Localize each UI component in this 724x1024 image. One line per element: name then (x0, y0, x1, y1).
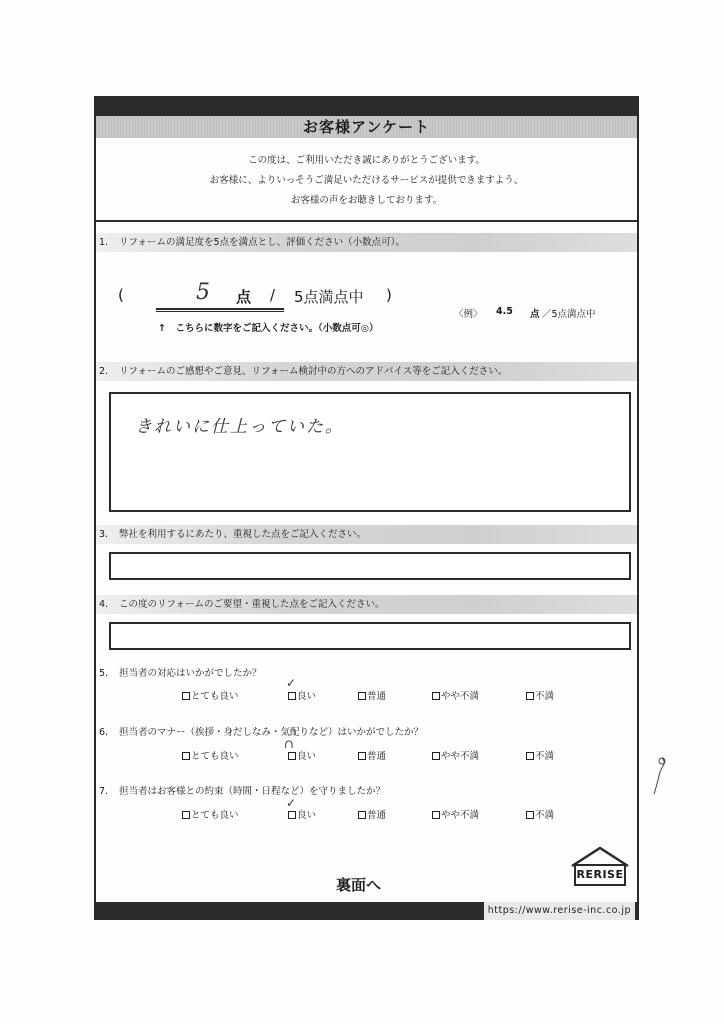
intro-line: お客様の声をお聴きしております。 (290, 195, 443, 206)
comment-box[interactable] (109, 392, 631, 512)
option-very-good[interactable] (182, 688, 239, 702)
option-good[interactable] (288, 688, 316, 702)
question-text: リフォームのご感想やご意見、リフォーム検討中の方へのアドバイス等をご記入ください。 (119, 366, 508, 377)
question-text: 弊社を利用するにあたり、重視した点をご記入ください。 (119, 529, 367, 540)
back-side-label: 裏面へ (336, 876, 382, 894)
option-label: 良い (297, 751, 317, 762)
option-dissatisfied[interactable] (526, 748, 554, 762)
website-url: https://www.rerise-inc.co.jp (484, 902, 635, 920)
intro-line: この度は、ご利用いただき誠にありがとうございます。 (248, 155, 485, 166)
question-1 (96, 233, 637, 252)
option-average[interactable] (358, 807, 386, 821)
checkmark-icon: ✓ (286, 796, 297, 810)
question-6 (99, 725, 423, 741)
option-label: 普通 (367, 691, 387, 702)
option-dissatisfied[interactable] (526, 688, 554, 702)
question-number: 6. (99, 727, 109, 738)
intro-line: お客様に、よりいっそうご満足いただけるサービスが提供できますよう、 (209, 175, 524, 186)
survey-sheet (94, 96, 639, 920)
example-max: ／5点満点中 (542, 309, 596, 320)
option-label: 不満 (535, 751, 555, 762)
comment-answer: きれいに仕上っていた。 (135, 417, 344, 437)
score-underline (156, 308, 284, 310)
option-very-good[interactable] (182, 807, 239, 821)
option-label: やや不満 (441, 810, 480, 821)
example-value: 4.5 (496, 306, 513, 317)
option-label: やや不満 (441, 751, 480, 762)
checkbox-icon[interactable] (182, 692, 190, 700)
score-answer[interactable]: 5 (196, 280, 210, 305)
slash: / (270, 286, 276, 304)
score-note: ↑ こちらに数字をご記入ください。（小数点可◎） (158, 323, 379, 334)
question-text: リフォームの満足度を5点を満点とし、評価ください（小数点可）。 (119, 237, 405, 248)
option-label: とても良い (191, 810, 239, 821)
option-very-good[interactable] (182, 748, 239, 762)
checkbox-icon[interactable] (182, 752, 190, 760)
question-number: 3. (99, 529, 109, 540)
checkmark-icon: ✓ (286, 676, 297, 690)
example-unit: 点 (530, 309, 540, 320)
pen-stroke-mark (650, 756, 670, 796)
option-label: 良い (297, 810, 317, 821)
question-5 (99, 666, 262, 682)
example-label: 〈例〉 (454, 309, 483, 320)
page-title: お客様アンケート (96, 116, 637, 138)
question-text: 担当者のマナー（挨拶・身だしなみ・気配りなど）はいかがでしたか？ (119, 727, 424, 738)
question-number: 4. (99, 599, 109, 610)
option-somewhat-dissatisfied[interactable] (432, 807, 479, 821)
checkbox-icon[interactable] (526, 811, 534, 819)
question-text: 担当者はお客様との約束（時間・日程など）を守りましたか？ (119, 786, 386, 797)
question-4 (96, 595, 637, 614)
option-label: 良い (297, 691, 317, 702)
logo-text: RERISE (574, 864, 626, 886)
divider (96, 220, 637, 222)
checkbox-icon[interactable] (358, 692, 366, 700)
option-dissatisfied[interactable] (526, 807, 554, 821)
score-underline (156, 311, 284, 312)
question-number: 7. (99, 786, 109, 797)
option-somewhat-dissatisfied[interactable] (432, 748, 479, 762)
option-somewhat-dissatisfied[interactable] (432, 688, 479, 702)
checkbox-icon[interactable] (526, 752, 534, 760)
checkbox-icon[interactable] (432, 811, 440, 819)
question-number: 2. (99, 366, 109, 377)
question-number: 5. (99, 668, 109, 679)
checkbox-icon[interactable] (288, 692, 296, 700)
checkbox-icon[interactable] (432, 752, 440, 760)
option-average[interactable] (358, 748, 386, 762)
score-row (118, 280, 418, 310)
question-number: 1. (99, 237, 109, 248)
option-label: 不満 (535, 810, 555, 821)
checkmark-icon: ∩ (284, 737, 295, 751)
question-7 (99, 784, 385, 800)
company-logo (570, 846, 630, 890)
option-label: 普通 (367, 810, 387, 821)
checkbox-icon[interactable] (526, 692, 534, 700)
option-average[interactable] (358, 688, 386, 702)
checkbox-icon[interactable] (288, 752, 296, 760)
checkbox-icon[interactable] (288, 811, 296, 819)
option-label: とても良い (191, 691, 239, 702)
intro-text (96, 151, 637, 211)
checkbox-icon[interactable] (358, 811, 366, 819)
open-paren: ( (118, 286, 124, 304)
option-label: やや不満 (441, 691, 480, 702)
answer-box-4[interactable] (109, 622, 631, 650)
top-bar (96, 96, 637, 116)
close-paren: ) (386, 286, 392, 304)
question-3 (96, 525, 637, 544)
checkbox-icon[interactable] (182, 811, 190, 819)
score-unit: 点 (236, 288, 252, 306)
option-label: とても良い (191, 751, 239, 762)
option-label: 普通 (367, 751, 387, 762)
answer-box-3[interactable] (109, 552, 631, 580)
checkbox-icon[interactable] (432, 692, 440, 700)
question-text: 担当者の対応はいかがでしたか？ (119, 668, 262, 679)
checkbox-icon[interactable] (358, 752, 366, 760)
option-label: 不満 (535, 691, 555, 702)
question-2 (96, 362, 637, 381)
question-text: この度のリフォームのご要望・重視した点をご記入ください。 (119, 599, 385, 610)
bottom-bar (96, 902, 637, 920)
max-score: 5点満点中 (294, 288, 364, 306)
